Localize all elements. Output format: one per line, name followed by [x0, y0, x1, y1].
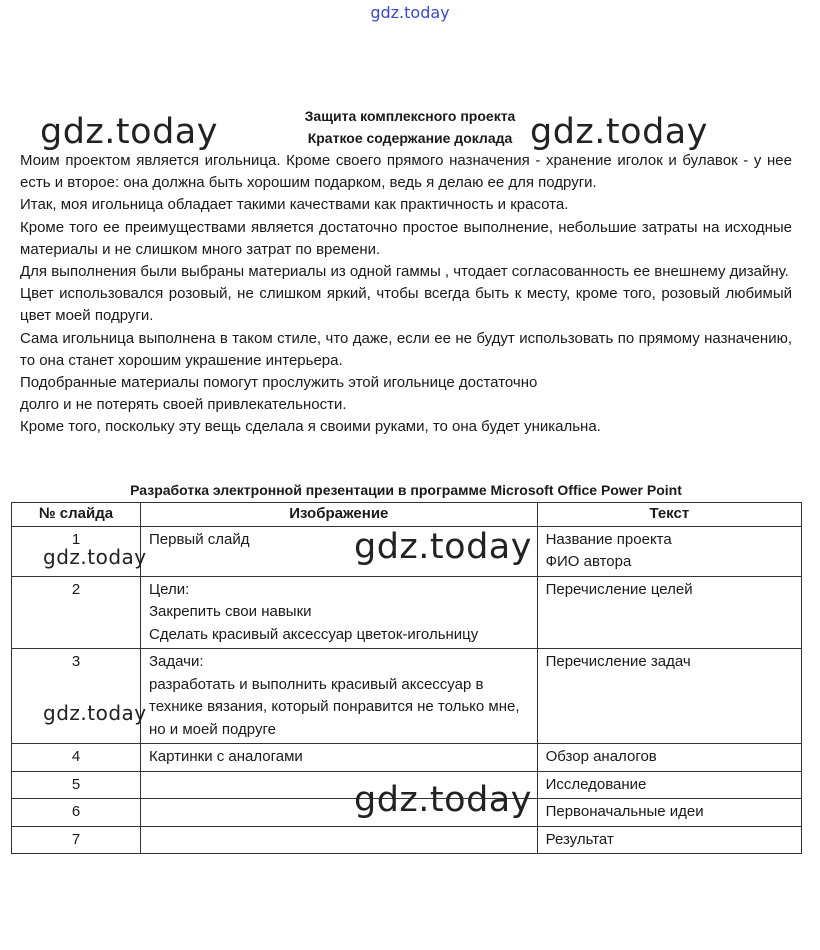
table-row [12, 744, 802, 772]
paragraph: Сама игольница выполнена в таком стиле, что даже, если ее не будут использовать по прямому назначению, то она станет хорошим украшение интерьера. [20, 329, 792, 369]
report-text [20, 150, 792, 439]
cell-line: Перечисление задач [545, 653, 691, 670]
cell-line: Первоначальные идеи [545, 803, 704, 820]
cell-line: ФИО автора [545, 553, 632, 570]
slide-text-cell [537, 744, 801, 772]
cell-line: Первый слайд [149, 530, 250, 548]
paragraph: Итак, моя игольница обладает такими качествами как практичность и красота. [20, 196, 569, 214]
paragraph: Цвет использовался розовый, не слишком яркий, чтобы всегда быть к месту, кроме того, розовый любимый цвет моей подруги. [20, 285, 792, 325]
cell-line: Закрепить свои навыки [149, 603, 312, 620]
cell-line: Обзор аналогов [545, 748, 657, 765]
header-text: Текст [537, 503, 801, 527]
watermark-text: gdz.today [354, 780, 532, 820]
document-title: Защита комплексного проекта [304, 108, 516, 124]
slide-number: 6 [12, 799, 141, 827]
slide-image-cell [141, 826, 538, 854]
slide-text-cell [537, 799, 801, 827]
header-image: Изображение [141, 503, 538, 527]
slide-text-cell [537, 576, 801, 649]
slide-image-cell [141, 744, 538, 772]
paragraph: долго и не потерять своей привлекательности. [20, 396, 347, 414]
watermark-text: gdz.today [354, 527, 532, 567]
slide-number: 7 [12, 826, 141, 854]
slide-number: 5 [12, 771, 141, 799]
cell-line: Картинки с аналогами [149, 748, 303, 765]
paragraph: Для выполнения были выбраны материалы из одной гаммы , чтодает согласованность ее внешнему дизайну. [20, 263, 789, 281]
cell-line: разработать и выполнить красивый аксессуар в технике вязания, который понравится не только мне, но и моей подруге [149, 675, 520, 738]
slide-text-cell [537, 526, 801, 576]
cell-line: Задачи: [149, 653, 204, 670]
slide-image-cell [141, 649, 538, 744]
header-slide-number: № слайда [12, 503, 141, 527]
cell-line: Название проекта [545, 530, 672, 548]
site-header-link[interactable]: gdz.today [370, 3, 450, 22]
cell-line: Сделать красивый аксессуар цветок-игольницу [149, 625, 479, 643]
watermark-text: gdz.today [40, 112, 218, 152]
slide-text-cell [537, 826, 801, 854]
slide-number: 3 [12, 649, 141, 744]
paragraph: Подобранные материалы помогут прослужить этой игольнице достаточно [20, 374, 538, 392]
cell-line: Перечисление целей [545, 580, 693, 598]
cell-line: Цели: [149, 580, 190, 598]
watermark-text: gdz.today [530, 112, 708, 152]
document-subtitle: Краткое содержание доклада [307, 130, 513, 146]
paragraph: Кроме того ее преимуществами является достаточно простое выполнение, небольшие затраты на исходные материалы и не слишком много затрат по времени. [20, 218, 792, 258]
slide-text-cell [537, 771, 801, 799]
watermark-text: gdz.today [43, 545, 147, 569]
slide-number: 4 [12, 744, 141, 772]
paragraph: Кроме того, поскольку эту вещь сделала я своими руками, то она будет уникальна. [20, 418, 601, 436]
table-caption: Разработка электронной презентации в программе Microsoft Office Power Point [130, 482, 682, 498]
watermark-text: gdz.today [43, 701, 147, 725]
cell-line: Исследование [545, 775, 647, 793]
table-header-row [12, 503, 802, 527]
table-row [12, 826, 802, 854]
slide-number: 2 [12, 576, 141, 649]
slide-image-cell [141, 576, 538, 649]
table-row [12, 576, 802, 649]
slide-text-cell [537, 649, 801, 744]
cell-line: Результат [545, 830, 614, 848]
slide-number: 1 [12, 526, 141, 576]
table-row [12, 649, 802, 744]
paragraph: Моим проектом является игольница. Кроме своего прямого назначения - хранение иголок и булавок - у нее есть и второе: она должна быть хорошим подарком, ведь я делаю ее для подруги. [20, 152, 792, 192]
